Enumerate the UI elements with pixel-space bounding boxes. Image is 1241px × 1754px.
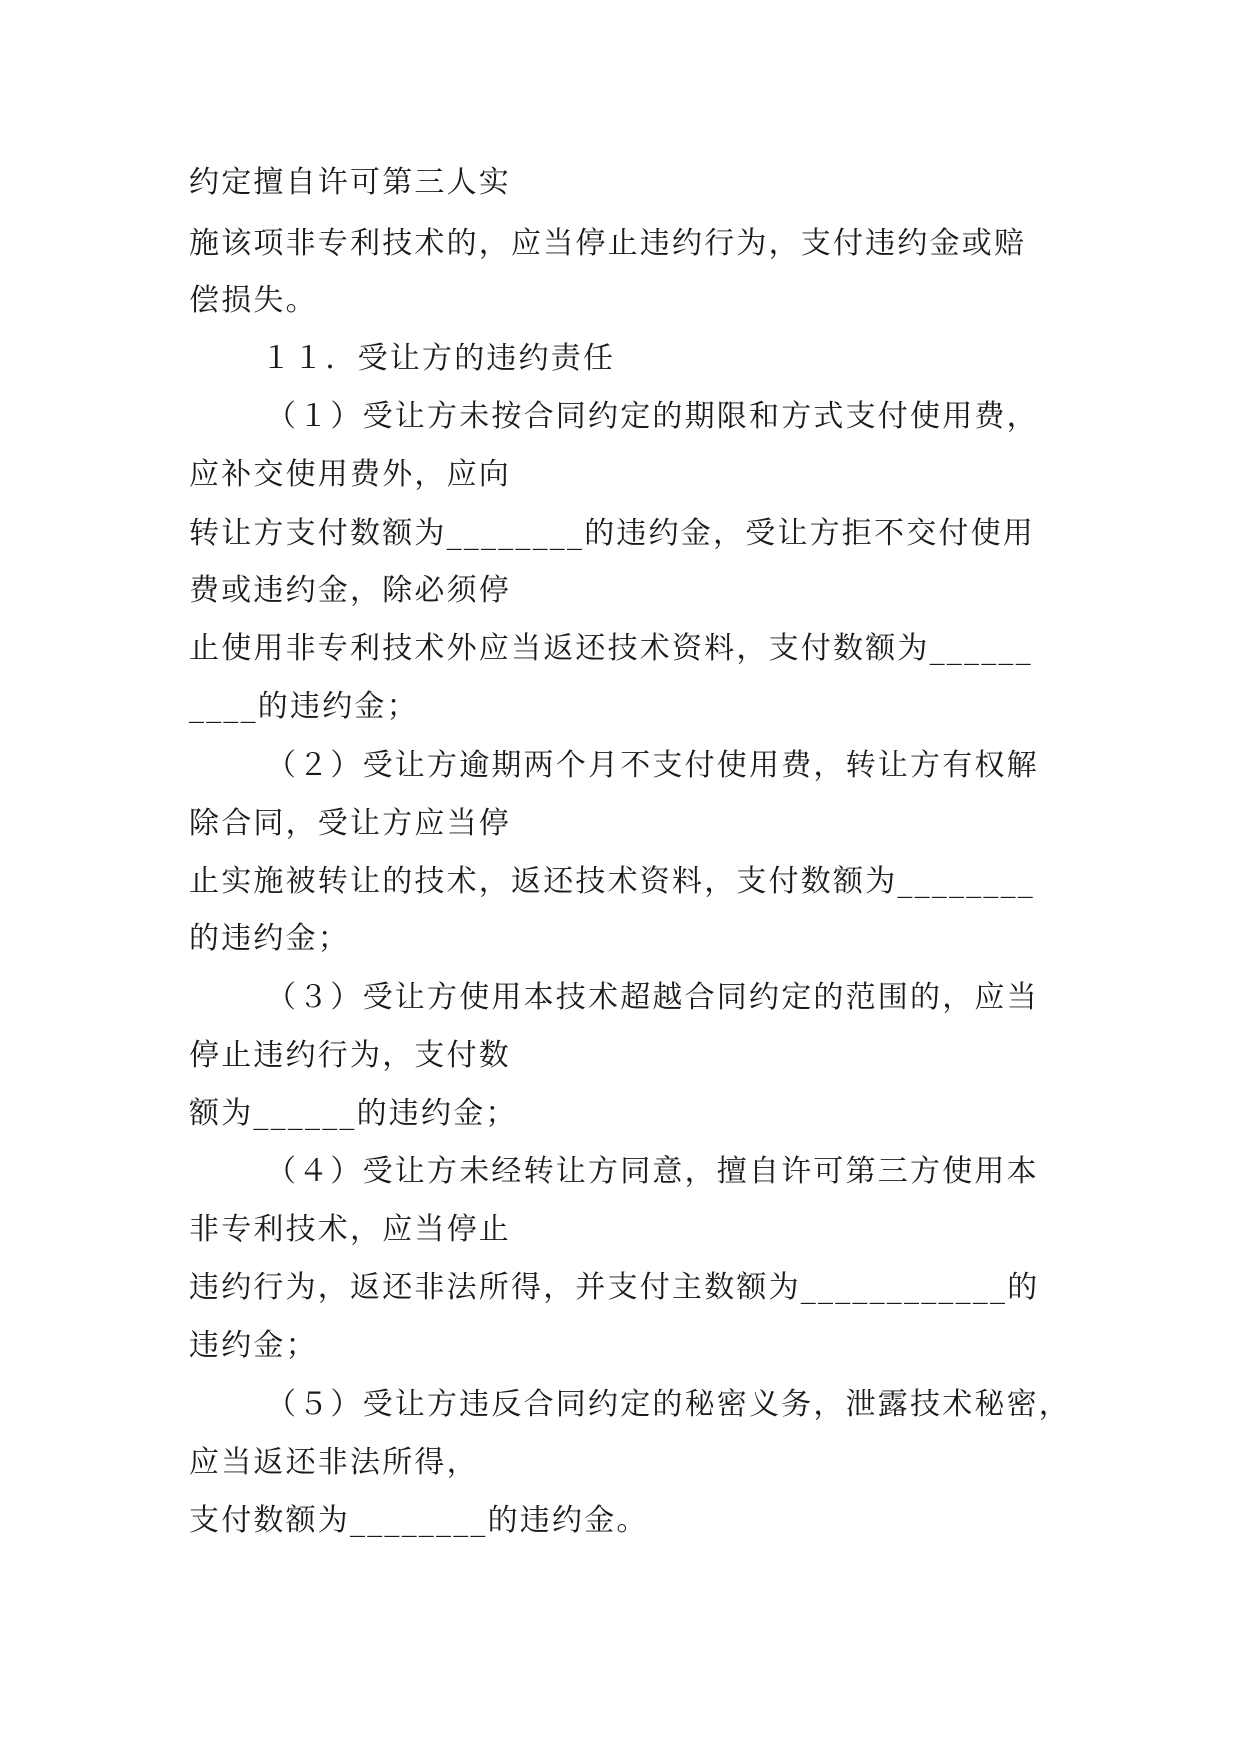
text-line: 止实施被转让的技术，返还技术资料，支付数额为________ <box>189 864 1035 899</box>
text-line: 施该项非专利技术的，应当停止违约行为，支付违约金或赔 <box>189 226 1027 261</box>
text-line: 应补交使用费外，应向 <box>189 457 511 492</box>
text-line: 额为______的违约金； <box>189 1096 518 1131</box>
text-line: （４）受让方未经转让方同意，擅自许可第三方使用本 <box>266 1154 1039 1189</box>
text-line: 违约金； <box>189 1328 318 1363</box>
text-line: 约定擅自许可第三人实 <box>189 165 511 200</box>
text-line: 转让方支付数额为________的违约金，受让方拒不交付使用 <box>189 516 1035 551</box>
text-line: （３）受让方使用本技术超越合同约定的范围的，应当 <box>266 980 1039 1015</box>
text-line: 支付数额为________的违约金。 <box>189 1503 649 1538</box>
text-line: 应当返还非法所得， <box>189 1445 479 1480</box>
text-line: 费或违约金，除必须停 <box>189 573 511 608</box>
text-line: ____的违约金； <box>189 689 419 724</box>
text-line: （１）受让方未按合同约定的期限和方式支付使用费， <box>266 399 1039 434</box>
text-line: （５）受让方违反合同约定的秘密义务，泄露技术秘密， <box>266 1387 1071 1422</box>
text-line: 除合同，受让方应当停 <box>189 806 511 841</box>
text-line: 违约行为，返还非法所得，并支付主数额为____________的 <box>189 1270 1040 1305</box>
text-line: （２）受让方逾期两个月不支付使用费，转让方有权解 <box>266 748 1039 783</box>
text-line: 的违约金； <box>189 921 350 956</box>
text-line: 偿损失。 <box>189 283 318 318</box>
text-line: 止使用非专利技术外应当返还技术资料，支付数额为______ <box>189 631 1033 666</box>
text-line: 非专利技术，应当停止 <box>189 1212 511 1247</box>
section-heading: １１．受让方的违约责任 <box>261 341 616 376</box>
text-line: 停止违约行为，支付数 <box>189 1038 511 1073</box>
